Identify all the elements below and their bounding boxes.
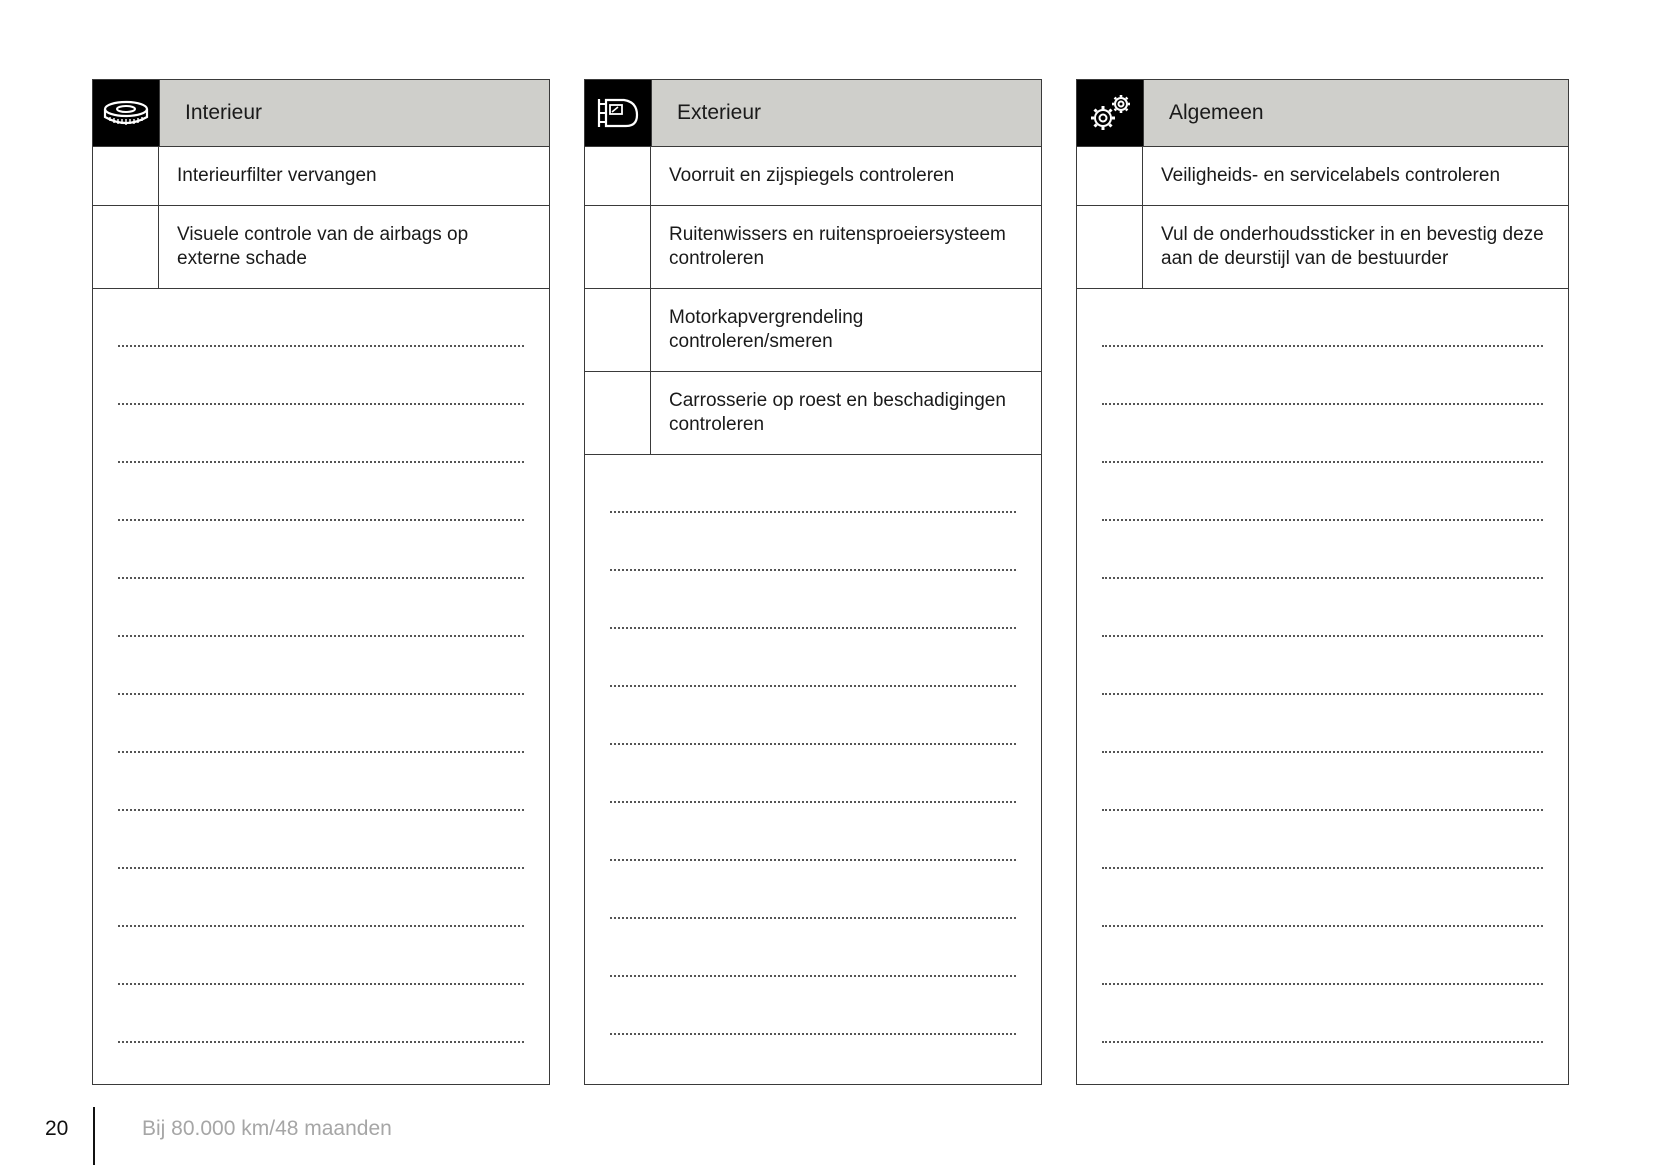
- panel-title: Interieur: [159, 80, 549, 146]
- note-line[interactable]: [118, 521, 524, 579]
- checkbox-cell[interactable]: [585, 289, 651, 371]
- note-line[interactable]: [118, 985, 524, 1043]
- task-row: [1077, 147, 1568, 206]
- task-label: Veiligheids- en servicelabels controleren: [1161, 165, 1501, 186]
- task-row: [585, 147, 1041, 206]
- note-line[interactable]: [118, 347, 524, 405]
- task-label: Ruitenwissers en ruitensproeiersysteem controleren: [669, 224, 1006, 269]
- footer-divider: [93, 1107, 95, 1165]
- checkbox-cell[interactable]: [585, 372, 651, 454]
- note-line[interactable]: [1102, 521, 1543, 579]
- checkbox-cell[interactable]: [93, 206, 159, 288]
- cabin-filter-icon: [93, 80, 159, 146]
- task-row: [585, 372, 1041, 455]
- task-label: Voorruit en zijspiegels controleren: [669, 165, 955, 186]
- note-line[interactable]: [1102, 753, 1543, 811]
- note-line[interactable]: [610, 803, 1016, 861]
- task-row: [1077, 206, 1568, 289]
- note-line[interactable]: [1102, 579, 1543, 637]
- note-line[interactable]: [1102, 811, 1543, 869]
- note-line[interactable]: [118, 869, 524, 927]
- note-line[interactable]: [1102, 347, 1543, 405]
- notes-area: [1077, 289, 1568, 1043]
- note-line[interactable]: [118, 637, 524, 695]
- note-line[interactable]: [610, 513, 1016, 571]
- note-line[interactable]: [118, 927, 524, 985]
- task-label: Vul de onderhoudssticker in en bevestig deze aan de deurstijl van de bestuurder: [1161, 224, 1544, 269]
- notes-area: [585, 455, 1041, 1035]
- note-line[interactable]: [1102, 927, 1543, 985]
- note-line[interactable]: [610, 571, 1016, 629]
- note-line[interactable]: [610, 745, 1016, 803]
- panel-header: [1077, 80, 1568, 147]
- note-line[interactable]: [118, 753, 524, 811]
- checkbox-cell[interactable]: [585, 206, 651, 288]
- checkbox-cell[interactable]: [93, 147, 159, 205]
- panel-interieur: [92, 79, 550, 1085]
- note-line[interactable]: [118, 811, 524, 869]
- task-row: [585, 206, 1041, 289]
- gears-icon: [1077, 80, 1143, 146]
- task-row: [93, 147, 549, 206]
- note-line[interactable]: [118, 463, 524, 521]
- note-line[interactable]: [610, 687, 1016, 745]
- checkbox-cell[interactable]: [1077, 206, 1143, 288]
- note-line[interactable]: [610, 861, 1016, 919]
- note-line[interactable]: [118, 405, 524, 463]
- panel-header: [585, 80, 1041, 147]
- note-line[interactable]: [1102, 695, 1543, 753]
- note-line[interactable]: [118, 289, 524, 347]
- note-line[interactable]: [1102, 985, 1543, 1043]
- note-line[interactable]: [1102, 405, 1543, 463]
- panel-exterieur: [584, 79, 1042, 1085]
- note-line[interactable]: [610, 977, 1016, 1035]
- task-label: Motorkapvergrendeling controleren/smeren: [669, 307, 864, 352]
- task-row: [585, 289, 1041, 372]
- task-label: Interieurfilter vervangen: [177, 165, 377, 186]
- note-line[interactable]: [1102, 869, 1543, 927]
- panel-title: Algemeen: [1143, 80, 1568, 146]
- note-line[interactable]: [1102, 637, 1543, 695]
- panel-algemeen: [1076, 79, 1569, 1085]
- panel-header: [93, 80, 549, 147]
- panel-title: Exterieur: [651, 80, 1041, 146]
- note-line[interactable]: [118, 695, 524, 753]
- headlight-icon: [585, 80, 651, 146]
- section-label: Bij 80.000 km/48 maanden: [142, 1117, 392, 1140]
- notes-area: [93, 289, 549, 1043]
- task-row: [93, 206, 549, 289]
- task-label: Carrosserie op roest en beschadigingen controleren: [669, 390, 1006, 435]
- page-number: 20: [45, 1117, 69, 1140]
- task-label: Visuele controle van de airbags op externe schade: [177, 224, 469, 269]
- note-line[interactable]: [610, 919, 1016, 977]
- checkbox-cell[interactable]: [1077, 147, 1143, 205]
- note-line[interactable]: [1102, 289, 1543, 347]
- note-line[interactable]: [610, 629, 1016, 687]
- checkbox-cell[interactable]: [585, 147, 651, 205]
- note-line[interactable]: [1102, 463, 1543, 521]
- note-line[interactable]: [118, 579, 524, 637]
- note-line[interactable]: [610, 455, 1016, 513]
